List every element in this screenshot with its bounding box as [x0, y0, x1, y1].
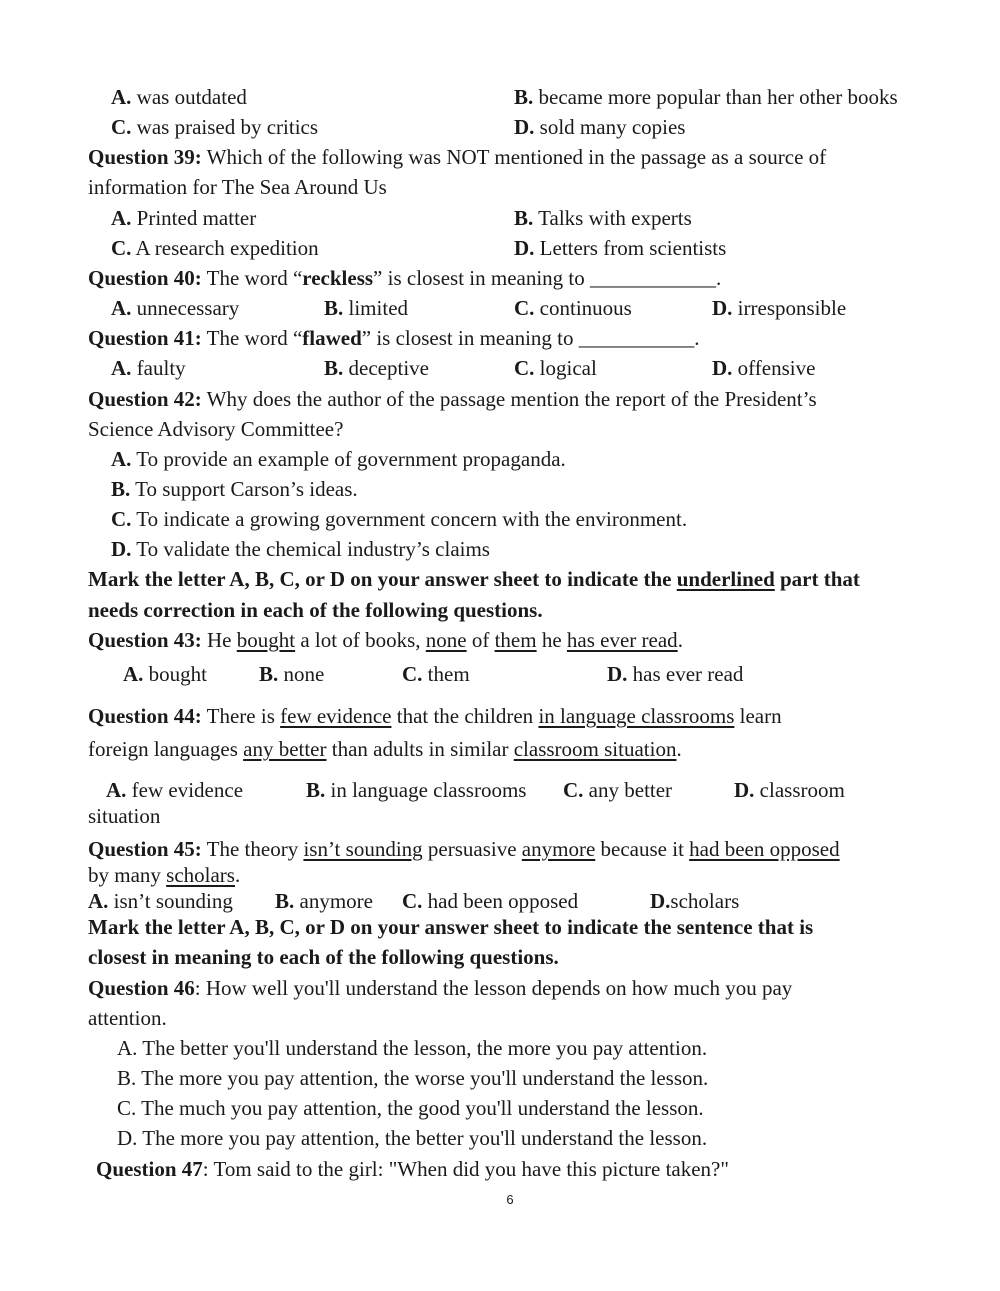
q46-option-b: B. The more you pay attention, the worse you'll understand the lesson.: [117, 1066, 709, 1090]
q42-stem-line1: Question 42: Why does the author of the passage mention the report of the President’s: [88, 387, 817, 411]
q44-label: Question 44:: [88, 704, 202, 728]
q41-option-d: D. offensive: [712, 356, 816, 380]
q42-label: Question 42:: [88, 387, 202, 411]
q45-option-c: C. had been opposed: [402, 889, 579, 913]
q38-option-d: D. sold many copies: [514, 115, 686, 139]
q39-option-c: C. A research expedition: [111, 236, 319, 260]
q46-option-c: C. The much you pay attention, the good you'll understand the lesson.: [117, 1096, 704, 1120]
instruction-error-line1: Mark the letter A, B, C, or D on your answer sheet to indicate the underlined part that: [88, 567, 860, 591]
q46-label: Question 46: [88, 976, 195, 1000]
q42-option-d: D. To validate the chemical industry’s claims: [111, 537, 490, 561]
q39-option-a: A. Printed matter: [111, 206, 257, 230]
q44-sentence-line2: foreign languages any better than adults in similar classroom situation.: [88, 737, 682, 761]
q39-option-b: B. Talks with experts: [514, 206, 692, 230]
q44-option-d: D. classroom: [734, 778, 845, 802]
q42-option-b: B. To support Carson’s ideas.: [111, 477, 358, 501]
q44-sentence-line1: Question 44: There is few evidence that the children in language classrooms learn: [88, 704, 782, 728]
q38-option-c: C. was praised by critics: [111, 115, 319, 139]
q43-option-d: D. has ever read: [607, 662, 744, 686]
q46-stem-line1: Question 46: How well you'll understand the lesson depends on how much you pay: [88, 976, 793, 1000]
q40-option-c: C. continuous: [514, 296, 632, 320]
q45-option-b: B. anymore: [275, 889, 373, 913]
q42-option-c: C. To indicate a growing government concern with the environment.: [111, 507, 688, 531]
q40-option-b: B. limited: [324, 296, 409, 320]
q46-stem-line2: attention.: [88, 1006, 167, 1030]
q41-target-word: flawed: [302, 326, 362, 350]
q40-label: Question 40:: [88, 266, 202, 290]
q38-option-a: A. was outdated: [111, 85, 247, 109]
q40-option-a: A. unnecessary: [111, 296, 240, 320]
q44-option-a: A. few evidence: [106, 778, 244, 802]
q43-option-b: B. none: [259, 662, 325, 686]
q45-label: Question 45:: [88, 837, 202, 861]
q44-option-c: C. any better: [563, 778, 673, 802]
q41-option-c: C. logical: [514, 356, 597, 380]
q39-stem-line1: Question 39: Which of the following was NOT mentioned in the passage as a source of: [88, 145, 827, 169]
q45-option-a: A. isn’t sounding: [88, 889, 233, 913]
q43-label: Question 43:: [88, 628, 202, 652]
page-number: 6: [506, 1192, 514, 1207]
q45-sentence-line2: by many scholars.: [88, 863, 241, 887]
q41-label: Question 41:: [88, 326, 202, 350]
q46-option-a: A. The better you'll understand the lesson, the more you pay attention.: [117, 1036, 708, 1060]
q43-option-a: A. bought: [123, 662, 208, 686]
q41-option-a: A. faulty: [111, 356, 186, 380]
instruction-error-line2: needs correction in each of the following questions.: [88, 598, 543, 622]
q43-sentence: Question 43: He bought a lot of books, none of them he has ever read.: [88, 628, 683, 652]
q47-stem: Question 47: Tom said to the girl: "When did you have this picture taken?": [96, 1157, 729, 1181]
q42-option-a: A. To provide an example of government propaganda.: [111, 447, 566, 471]
q44-option-d-continued: situation: [88, 804, 161, 828]
q41-option-b: B. deceptive: [324, 356, 429, 380]
q40-target-word: reckless: [302, 266, 374, 290]
q40-stem: Question 40: The word “reckless” is closest in meaning to ____________.: [88, 266, 722, 290]
q45-sentence-line1: Question 45: The theory isn’t sounding persuasive anymore because it had been opposed: [88, 837, 840, 861]
q40-option-d: D. irresponsible: [712, 296, 847, 320]
q39-option-d: D. Letters from scientists: [514, 236, 727, 260]
q42-stem-line2: Science Advisory Committee?: [88, 417, 344, 441]
q47-label: Question 47: [96, 1157, 203, 1181]
q43-option-c: C. them: [402, 662, 470, 686]
q45-option-d: D.scholars: [650, 889, 740, 913]
q41-stem: Question 41: The word “flawed” is closest in meaning to ___________.: [88, 326, 700, 350]
q39-label: Question 39:: [88, 145, 202, 169]
instruction-meaning-line1: Mark the letter A, B, C, or D on your answer sheet to indicate the sentence that is: [88, 915, 814, 939]
q38-option-b: B. became more popular than her other books: [514, 85, 898, 109]
q44-option-b: B. in language classrooms: [306, 778, 527, 802]
instruction-meaning-line2: closest in meaning to each of the following questions.: [88, 945, 559, 969]
q39-stem-line2: information for The Sea Around Us: [88, 175, 387, 199]
q46-option-d: D. The more you pay attention, the better you'll understand the lesson.: [117, 1126, 708, 1150]
